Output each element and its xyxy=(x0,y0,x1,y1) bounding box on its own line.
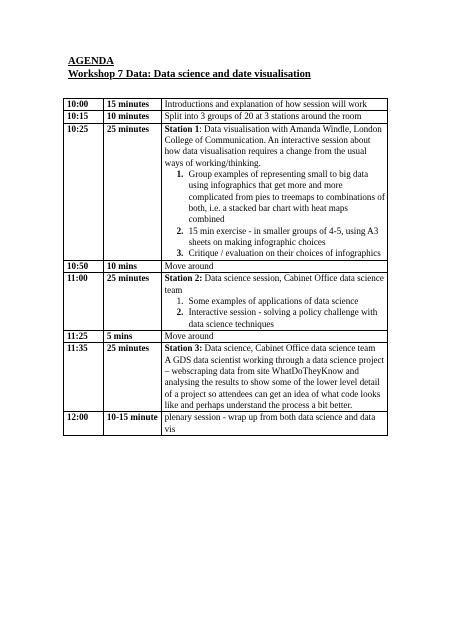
list-item xyxy=(165,248,385,259)
agenda-heading xyxy=(68,56,311,81)
table-row xyxy=(64,343,388,412)
duration-cell: 10-15 minute xyxy=(103,412,161,436)
workshop-title: Workshop 7 Data: Data science and date visualisation xyxy=(68,68,311,80)
table-row xyxy=(64,273,388,331)
duration-cell: 15 minutes xyxy=(103,99,161,111)
duration-cell: 25 minutes xyxy=(103,273,161,331)
time-cell: 10:50 xyxy=(64,260,104,272)
time-cell: 11:25 xyxy=(64,330,104,342)
table-row xyxy=(64,412,388,436)
list-text: 15 min exercise - in smaller groups of 4-5, using A3 sheets on making infographic choices xyxy=(188,225,379,248)
description-cell: Split into 3 groups of 20 at 3 stations around the room xyxy=(161,111,387,123)
list-text: Group examples of representing small to big data using infographics that get more and more complicated from pies to treemaps to combinations of both, i.e. a stacked bar chart with heat maps combined xyxy=(188,169,385,225)
station-title: Station 1 xyxy=(164,123,200,134)
duration-cell: 25 minutes xyxy=(103,123,161,260)
agenda-table xyxy=(63,98,388,436)
station-description: Data science, Cabinet Office data science team xyxy=(202,343,376,354)
station-title: Station 2: xyxy=(164,273,203,284)
time-cell: 10:15 xyxy=(64,111,104,123)
station-title: Station 3: xyxy=(164,343,203,354)
list-item xyxy=(165,169,385,226)
station-description: : Data visualisation with Amanda Windle, London College of Communication. An interactive session about how data visualisation requires a change from the usual ways of working/thinking. xyxy=(164,123,382,168)
description-cell: Move around xyxy=(161,260,387,272)
description-cell xyxy=(161,273,387,331)
duration-cell: 25 minutes xyxy=(103,343,161,412)
list-number: 3. xyxy=(176,248,184,259)
time-cell: 10:00 xyxy=(64,99,104,111)
duration-cell: 10 minutes xyxy=(103,111,161,123)
time-cell: 12:00 xyxy=(64,412,104,436)
list-number: 2. xyxy=(176,225,184,236)
station-activity-list xyxy=(165,296,385,330)
description-cell xyxy=(161,343,387,412)
station-activity-list xyxy=(165,169,385,260)
list-item xyxy=(165,296,385,307)
table-row xyxy=(64,111,388,123)
list-item xyxy=(165,307,385,330)
description-cell: Move around xyxy=(161,330,387,342)
list-text: Critique / evaluation on their choices of infographics xyxy=(188,248,381,259)
description-cell xyxy=(161,123,387,260)
time-cell: 11:00 xyxy=(64,273,104,331)
list-item xyxy=(165,226,385,249)
table-row xyxy=(64,260,388,272)
station-description: Data science session, Cabinet Office data science team xyxy=(164,273,384,295)
duration-cell: 5 mins xyxy=(103,330,161,342)
duration-cell: 10 mins xyxy=(103,260,161,272)
station-details: A GDS data scientist working through a data science project – webscraping data from site WhatDoTheyKnow and analysing the results to show some of the lower level detail of a project so attendees can get an idea of what code looks like and perhaps understand the process a bit better. xyxy=(164,354,385,410)
time-cell: 10:25 xyxy=(64,123,104,260)
list-text: Some examples of applications of data science xyxy=(188,295,359,306)
table-row xyxy=(64,99,388,111)
table-row xyxy=(64,330,388,342)
agenda-title: AGENDA xyxy=(68,56,114,67)
list-text: Interactive session - solving a policy challenge with data science techniques xyxy=(188,307,378,329)
list-number: 1. xyxy=(176,295,184,306)
time-cell: 11:35 xyxy=(64,343,104,412)
description-cell: Introductions and explanation of how session will work xyxy=(161,99,387,111)
list-number: 2. xyxy=(176,307,184,318)
description-cell: plenary session - wrap up from both data science and data vis xyxy=(161,412,387,436)
list-number: 1. xyxy=(176,169,184,180)
table-row xyxy=(64,123,388,260)
